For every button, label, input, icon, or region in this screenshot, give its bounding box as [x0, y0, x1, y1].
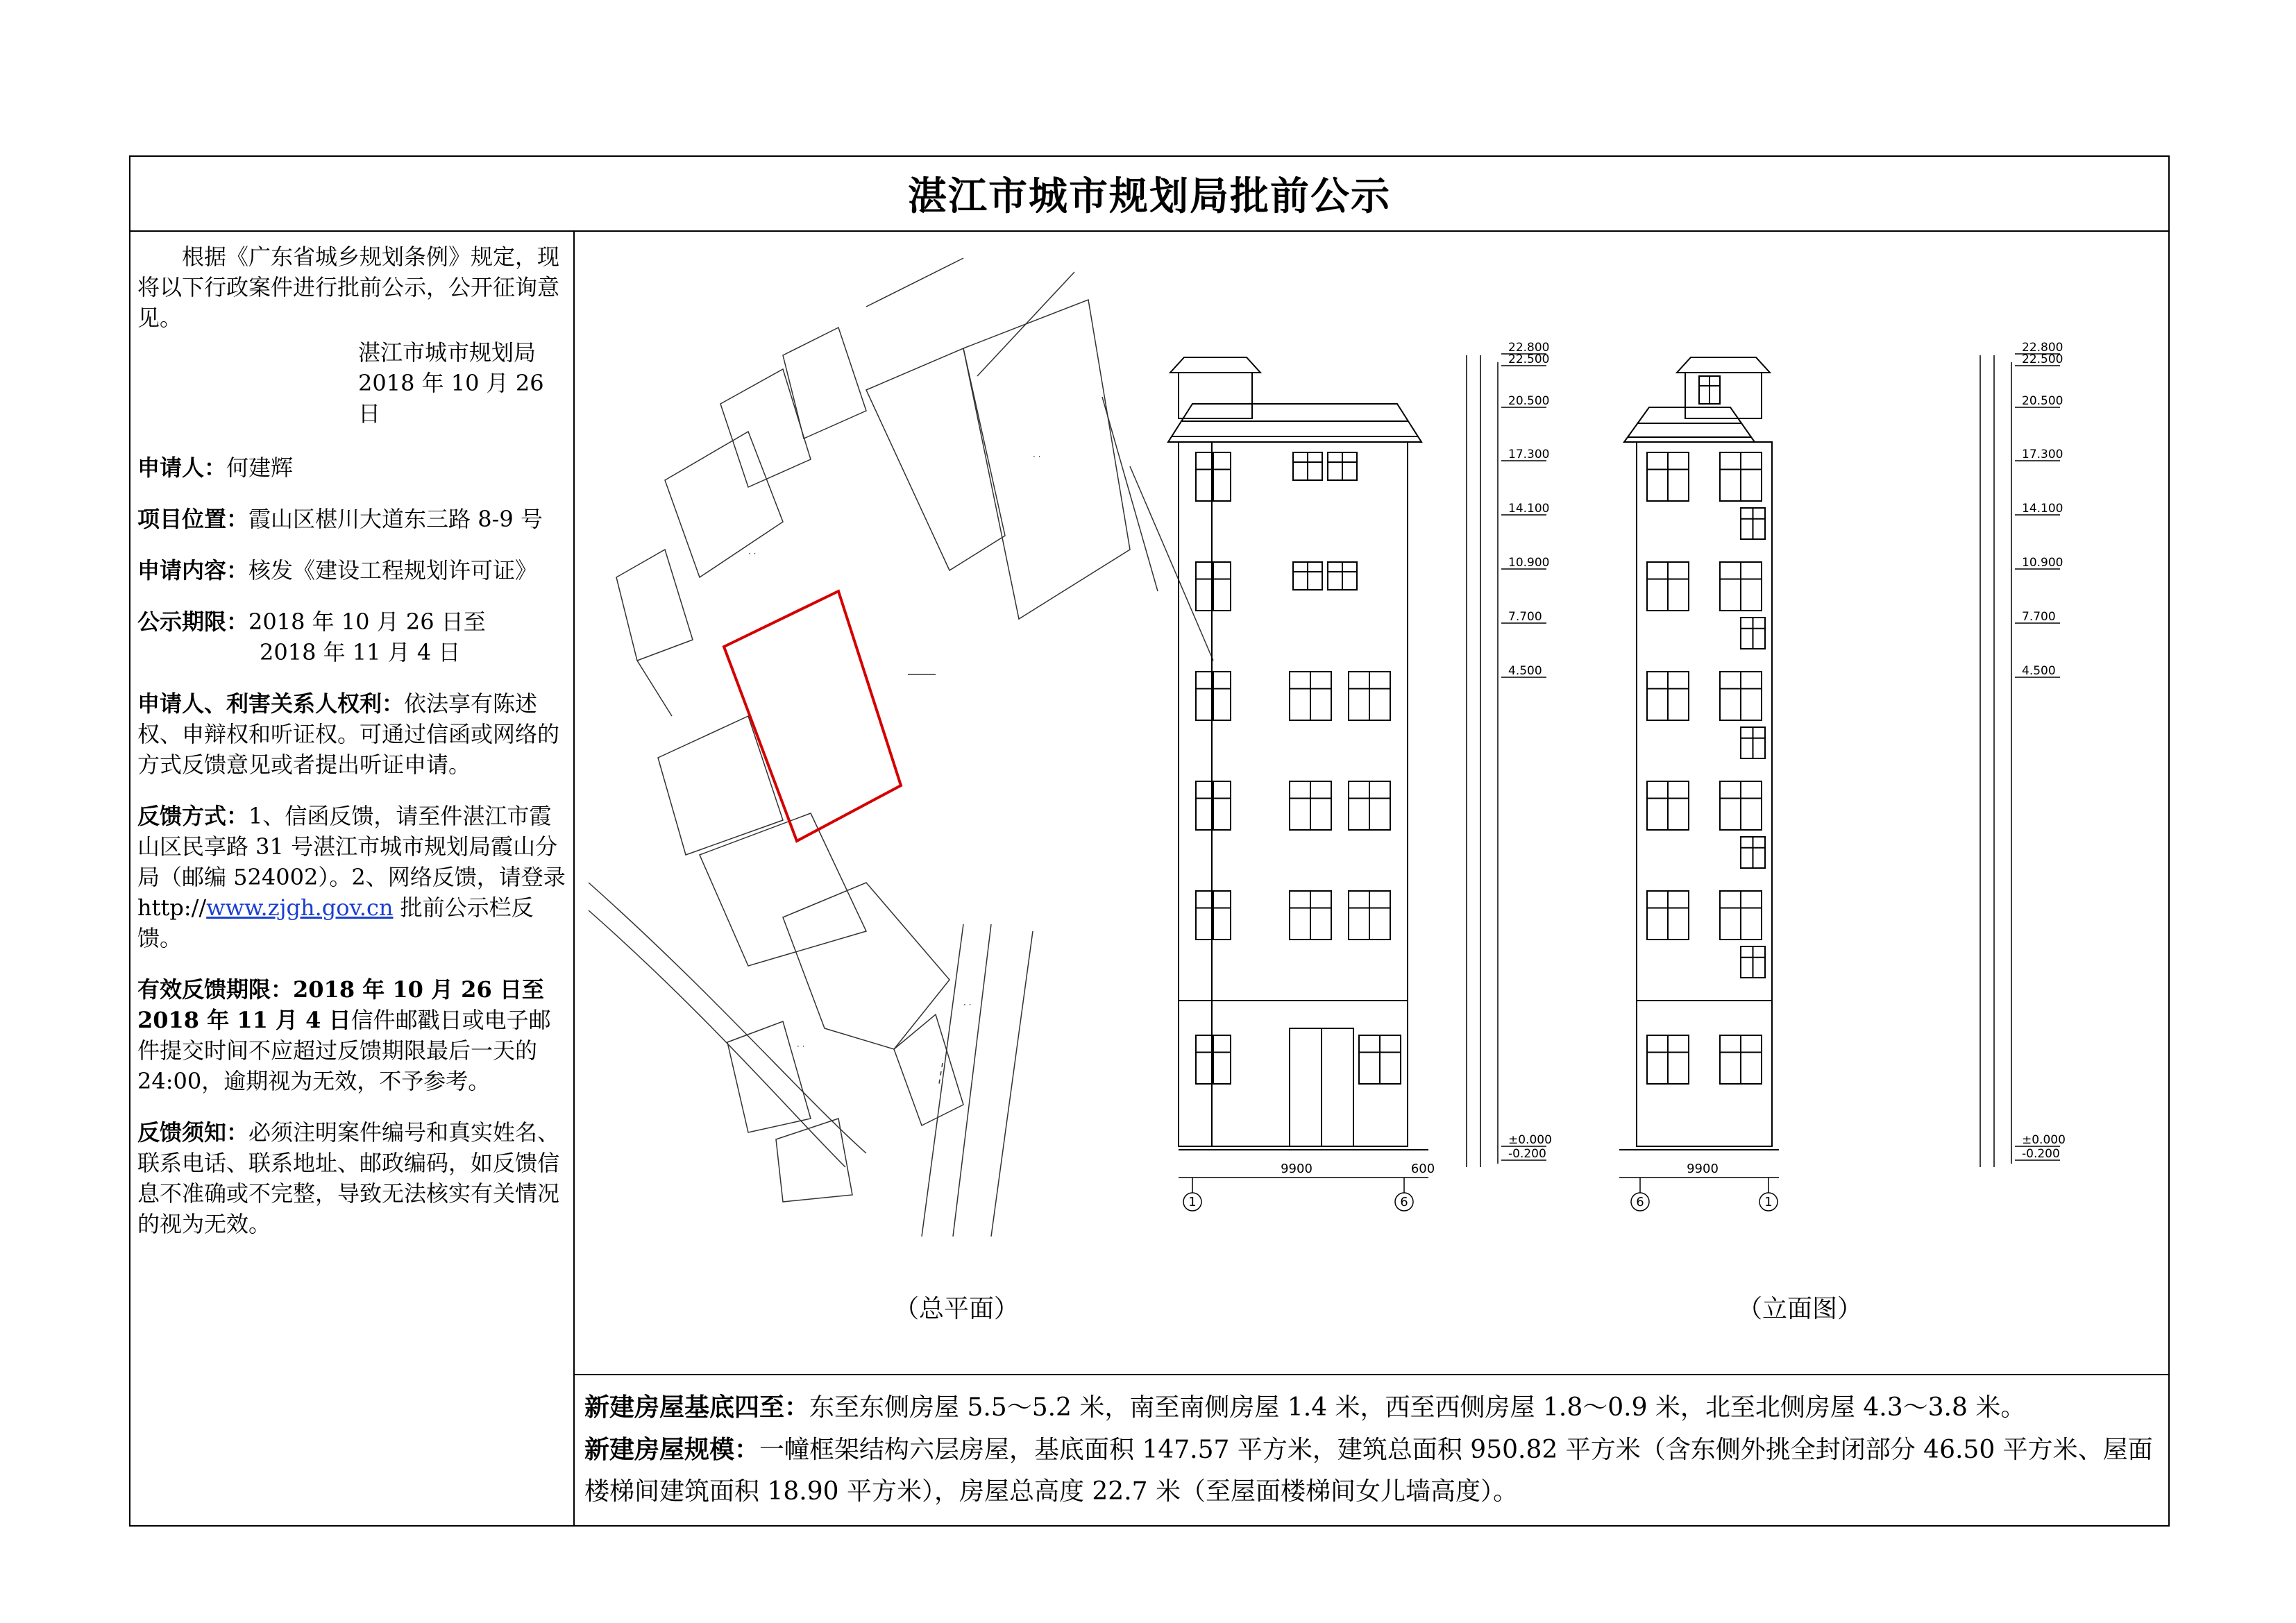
title-row	[130, 157, 2168, 232]
back-level-2: 20.500	[2022, 394, 2063, 408]
front-level-6: 7.700	[1508, 610, 1542, 624]
site-boundary	[724, 591, 901, 841]
notice-value: 必须注明案件编号和真实姓名、联系电话、联系地址、邮政编码，如反馈信息不准确或不完整，导致无法核实有关情况的视为无效。	[137, 1119, 560, 1237]
notice-line	[137, 1117, 566, 1239]
back-level-9: -0.200	[2022, 1147, 2060, 1161]
front-width-dim: 9900	[1281, 1162, 1312, 1176]
notice-label: 反馈须知：	[137, 1119, 249, 1146]
front-level-7: 4.500	[1508, 664, 1542, 678]
location-line	[137, 504, 566, 534]
front-level-5: 10.900	[1508, 556, 1550, 570]
feedback-part1: 1、信函反馈，请至件湛江市霞山区民享路 31 号湛江市城市规划局霞山分局（邮编 524002）。2、网络反馈，请登录 http://	[137, 803, 566, 921]
front-level-marks	[1501, 341, 1552, 1161]
issuer: 湛江市城市规划局	[358, 339, 537, 366]
front-level-2: 20.500	[1508, 394, 1550, 408]
front-elevation	[1168, 357, 1428, 1150]
svg-text:· ·: · ·	[797, 1042, 805, 1051]
back-dimensions	[1619, 355, 2011, 1211]
elevation-caption: （立面图）	[1737, 1295, 1863, 1323]
site-plan	[589, 258, 1213, 1237]
drawings-area	[575, 230, 2170, 1374]
feedback-part2: 批前公示栏反馈。	[137, 894, 534, 951]
period-label: 公示期限：	[137, 609, 249, 635]
project-summary	[575, 1374, 2170, 1527]
issue-date: 2018 年 10 月 26 日	[358, 370, 544, 427]
applicant-line	[137, 452, 566, 483]
rights-value: 依法享有陈述权、申辩权和听证权。可通过信函或网络的方式反馈意见或者提出听证申请。	[137, 690, 560, 778]
deadline-line	[137, 974, 566, 1096]
back-level-3: 17.300	[2022, 448, 2063, 461]
deadline-rest: 信件邮戳日或电子邮件提交时间不应超过反馈期限最后一天的 24:00，逾期视为无效，不予参考。	[137, 1007, 551, 1094]
back-axis-left: 6	[1636, 1195, 1644, 1209]
location-label: 项目位置：	[137, 506, 249, 532]
svg-text:· ·: · ·	[748, 549, 757, 559]
back-level-8: ±0.000	[2022, 1133, 2066, 1147]
drawings-svg	[575, 230, 2170, 1374]
period-end: 2018 年 11 月 4 日	[260, 639, 461, 665]
content-label: 申请内容：	[137, 557, 249, 584]
back-elevation	[1619, 357, 1779, 1150]
front-level-0: 22.800	[1508, 341, 1550, 355]
back-width-dim: 9900	[1687, 1162, 1719, 1176]
setbacks-line	[584, 1386, 2160, 1429]
notice-text-column	[130, 230, 575, 1527]
deadline-dates: 2018 年 10 月 26 日至 2018 年 11 月 4 日	[137, 976, 544, 1033]
location-value: 霞山区椹川大道东三路 8-9 号	[248, 506, 543, 532]
setbacks-label: 新建房屋基底四至：	[584, 1393, 810, 1422]
back-level-1: 22.500	[2022, 352, 2063, 366]
content-value: 核发《建设工程规划许可证》	[248, 557, 538, 584]
back-level-5: 10.900	[2022, 556, 2063, 570]
back-level-marks	[2015, 341, 2066, 1161]
front-dimensions	[1179, 355, 1498, 1211]
rights-line	[137, 688, 566, 780]
back-level-4: 14.100	[2022, 502, 2063, 516]
setbacks-value: 东至东侧房屋 5.5～5.2 米，南至南侧房屋 1.4 米，西至西侧房屋 1.8～0.9 米，北至北侧房屋 4.3～3.8 米。	[809, 1393, 2026, 1422]
applicant-value: 何建辉	[226, 454, 294, 481]
front-axis-right: 6	[1400, 1195, 1408, 1209]
front-level-3: 17.300	[1508, 448, 1550, 461]
back-axis-right: 1	[1764, 1195, 1773, 1209]
feedback-label: 反馈方式：	[137, 803, 249, 829]
front-windows	[1196, 452, 1401, 1084]
site-plan-caption: （总平面）	[894, 1295, 1020, 1323]
period-start: 2018 年 10 月 26 日至	[248, 609, 486, 635]
rights-label: 申请人、利害关系人权利：	[137, 690, 405, 717]
deadline-label: 有效反馈期限：	[137, 976, 294, 1003]
scale-line	[584, 1429, 2160, 1513]
front-level-8: ±0.000	[1508, 1133, 1552, 1147]
back-level-0: 22.800	[2022, 341, 2063, 355]
scale-label: 新建房屋规模：	[584, 1435, 760, 1464]
feedback-link[interactable]: www.zjgh.gov.cn	[206, 894, 394, 921]
svg-text:· ·: · ·	[963, 1000, 972, 1010]
front-overhang-dim: 600	[1410, 1162, 1435, 1176]
back-level-6: 7.700	[2022, 610, 2056, 624]
scale-value: 一幢框架结构六层房屋，基底面积 147.57 平方米，建筑总面积 950.82 平方米（含东侧外挑全封闭部分 46.50 平方米、屋面楼梯间建筑面积 18.90 平方米），房屋总高度 22.7 米（至屋面楼梯间女儿墙高度）。	[584, 1436, 2153, 1506]
front-level-9: -0.200	[1508, 1147, 1546, 1161]
back-windows	[1647, 376, 1765, 1084]
content-line	[137, 555, 566, 586]
notice-frame	[129, 155, 2170, 1527]
svg-text:· ·: · ·	[1033, 452, 1041, 461]
applicant-label: 申请人：	[137, 454, 227, 481]
front-level-1: 22.500	[1508, 352, 1550, 366]
front-axis-left: 1	[1188, 1195, 1197, 1209]
front-level-4: 14.100	[1508, 502, 1550, 516]
back-level-7: 4.500	[2022, 664, 2056, 678]
page-title: 湛江市城市规划局批前公示	[908, 173, 1391, 219]
feedback-line	[137, 801, 566, 953]
period-line	[137, 606, 566, 668]
intro-text: 根据《广东省城乡规划条例》规定，现将以下行政案件进行批前公示，公开征询意见。	[137, 244, 560, 331]
signature-block	[137, 337, 566, 429]
